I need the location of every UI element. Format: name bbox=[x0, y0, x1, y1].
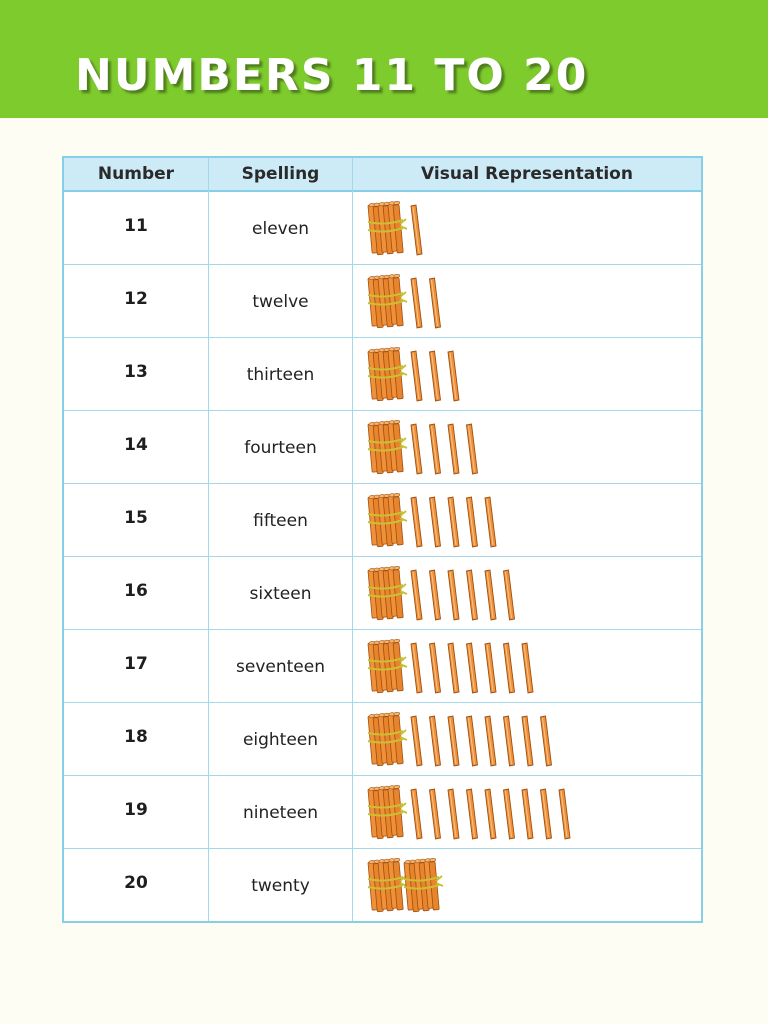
sticks-graphic bbox=[354, 557, 701, 630]
row-visual bbox=[354, 338, 701, 411]
row-visual bbox=[354, 411, 701, 484]
sticks-graphic bbox=[354, 776, 701, 849]
page-title: NUMBERS 11 TO 20 bbox=[75, 50, 589, 101]
single-stick bbox=[411, 716, 422, 766]
row-number: 12 bbox=[124, 289, 148, 309]
sticks-graphic bbox=[354, 630, 701, 703]
sticks-graphic bbox=[354, 192, 701, 265]
row-number: 19 bbox=[124, 800, 148, 820]
single-stick bbox=[485, 716, 496, 766]
single-stick bbox=[559, 789, 570, 839]
single-stick bbox=[467, 643, 478, 693]
single-stick bbox=[411, 205, 422, 255]
single-stick bbox=[485, 789, 496, 839]
row-visual bbox=[354, 776, 701, 849]
single-stick bbox=[430, 278, 441, 328]
single-stick bbox=[430, 570, 441, 620]
row-spelling: fourteen bbox=[244, 438, 317, 458]
row-number: 13 bbox=[124, 362, 148, 382]
row-spelling: twelve bbox=[252, 292, 309, 312]
sticks-graphic bbox=[354, 849, 701, 922]
row-spelling: thirteen bbox=[246, 365, 315, 385]
single-stick bbox=[411, 789, 422, 839]
row-visual bbox=[354, 265, 701, 338]
sticks-graphic bbox=[354, 265, 701, 338]
bundle-of-ten bbox=[368, 712, 407, 766]
row-number: 20 bbox=[124, 873, 148, 893]
single-stick bbox=[411, 278, 422, 328]
table-row bbox=[64, 192, 701, 265]
row-visual bbox=[354, 849, 701, 922]
single-stick bbox=[504, 789, 515, 839]
single-stick bbox=[448, 789, 459, 839]
single-stick bbox=[485, 497, 496, 547]
bundle-of-ten bbox=[368, 493, 407, 547]
column-header-spelling: Spelling bbox=[241, 164, 320, 184]
bundle-of-ten bbox=[368, 785, 407, 839]
row-visual bbox=[354, 703, 701, 776]
sticks-graphic bbox=[354, 484, 701, 557]
row-visual bbox=[354, 557, 701, 630]
column-header-number: Number bbox=[97, 164, 175, 184]
single-stick bbox=[430, 351, 441, 401]
row-number: 17 bbox=[124, 654, 148, 674]
single-stick bbox=[485, 570, 496, 620]
table-row bbox=[64, 338, 701, 411]
bundle-of-ten bbox=[368, 201, 407, 255]
row-number: 16 bbox=[124, 581, 148, 601]
single-stick bbox=[467, 789, 478, 839]
row-number: 14 bbox=[124, 435, 148, 455]
single-stick bbox=[448, 424, 459, 474]
column-header-visual: Visual Representation bbox=[421, 164, 633, 184]
bundle-of-ten bbox=[368, 420, 407, 474]
single-stick bbox=[467, 497, 478, 547]
row-spelling: eighteen bbox=[242, 730, 319, 750]
single-stick bbox=[522, 716, 533, 766]
bundle-of-ten bbox=[368, 639, 407, 693]
table-row bbox=[64, 849, 701, 922]
sticks-graphic bbox=[354, 411, 701, 484]
single-stick bbox=[430, 789, 441, 839]
table-row bbox=[64, 776, 701, 849]
single-stick bbox=[430, 643, 441, 693]
bundle-of-ten bbox=[368, 347, 407, 401]
row-spelling: nineteen bbox=[242, 803, 319, 823]
single-stick bbox=[504, 570, 515, 620]
row-spelling: twenty bbox=[251, 876, 310, 896]
title-banner bbox=[0, 0, 768, 118]
single-stick bbox=[522, 643, 533, 693]
row-spelling: eleven bbox=[252, 219, 309, 239]
single-stick bbox=[448, 497, 459, 547]
table-row bbox=[64, 630, 701, 703]
single-stick bbox=[504, 643, 515, 693]
single-stick bbox=[430, 424, 441, 474]
single-stick bbox=[411, 497, 422, 547]
row-visual bbox=[354, 630, 701, 703]
single-stick bbox=[448, 716, 459, 766]
table-row bbox=[64, 703, 701, 776]
row-number: 11 bbox=[124, 216, 148, 236]
sticks-graphic bbox=[354, 703, 701, 776]
bundle-of-ten bbox=[368, 566, 407, 620]
row-number: 15 bbox=[124, 508, 148, 528]
single-stick bbox=[448, 570, 459, 620]
row-number: 18 bbox=[124, 727, 148, 747]
single-stick bbox=[541, 789, 552, 839]
row-spelling: sixteen bbox=[249, 584, 312, 604]
row-spelling: fifteen bbox=[253, 511, 308, 531]
row-visual bbox=[354, 484, 701, 557]
single-stick bbox=[504, 716, 515, 766]
table-row bbox=[64, 265, 701, 338]
single-stick bbox=[522, 789, 533, 839]
table-row bbox=[64, 411, 701, 484]
single-stick bbox=[448, 351, 459, 401]
table-row bbox=[64, 484, 701, 557]
row-spelling: seventeen bbox=[236, 657, 325, 677]
single-stick bbox=[448, 643, 459, 693]
single-stick bbox=[541, 716, 552, 766]
single-stick bbox=[485, 643, 496, 693]
numbers-table bbox=[62, 156, 703, 923]
bundle-of-ten bbox=[368, 274, 407, 328]
single-stick bbox=[411, 424, 422, 474]
row-visual bbox=[354, 192, 701, 265]
single-stick bbox=[430, 716, 441, 766]
table-row bbox=[64, 557, 701, 630]
single-stick bbox=[430, 497, 441, 547]
single-stick bbox=[411, 351, 422, 401]
bundle-of-ten bbox=[404, 858, 443, 912]
single-stick bbox=[467, 424, 478, 474]
single-stick bbox=[411, 643, 422, 693]
sticks-graphic bbox=[354, 338, 701, 411]
single-stick bbox=[467, 716, 478, 766]
single-stick bbox=[467, 570, 478, 620]
table-header bbox=[64, 158, 701, 192]
single-stick bbox=[411, 570, 422, 620]
bundle-of-ten bbox=[368, 858, 407, 912]
